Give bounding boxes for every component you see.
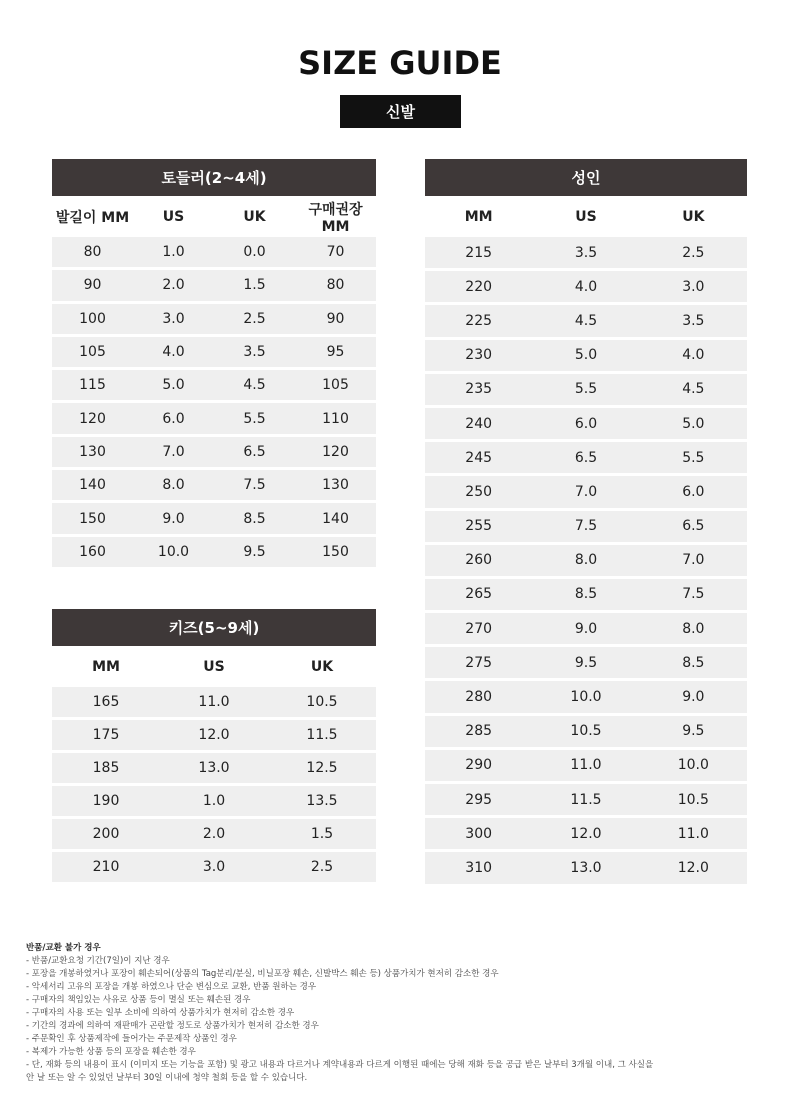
return-policy-notes [26,942,786,1085]
cell-mm: 240 [465,415,493,432]
table-row [52,237,376,270]
kids-table-title: 키즈(5~9세) [52,609,376,646]
table-row [425,374,747,408]
cell-uk: 6.0 [682,483,705,500]
cell-uk: 10.5 [677,791,709,808]
cell-mm: 220 [465,278,493,295]
table-row [425,716,747,750]
cell-uk: 12.0 [677,859,709,876]
cell-mm: 175 [92,727,120,743]
column-header: US [575,208,597,225]
cell-us: 12.0 [570,825,602,842]
cell-uk: 2.5 [682,244,705,261]
table-row [52,337,376,370]
cell-mm: 310 [465,859,493,876]
cell-uk: 2.5 [243,310,266,327]
table-row [52,720,376,753]
cell-us: 10.0 [157,543,190,560]
table-row [425,476,747,510]
cell-recommended-mm: 120 [322,443,349,460]
cell-uk: 3.0 [682,278,705,295]
cell-mm: 105 [79,344,106,361]
cell-us: 1.0 [162,244,185,261]
cell-mm: 210 [92,859,120,875]
page-title: SIZE GUIDE [298,44,502,82]
notes-item: - 복제가 가능한 상품 등의 포장을 훼손한 경우 [26,1047,196,1057]
table-row [425,408,747,442]
cell-uk: 8.5 [682,654,705,671]
notes-item: - 구매자의 사용 또는 일부 소비에 의하여 상품가치가 현저히 감소한 경우 [26,1008,295,1018]
table-row [425,647,747,681]
cell-uk: 4.5 [243,377,266,394]
column-header: UK [243,208,266,225]
cell-uk: 4.0 [682,347,705,364]
cell-uk: 8.0 [682,620,705,637]
cell-mm: 130 [79,443,106,460]
table-row [52,437,376,470]
cell-mm: 260 [465,552,493,569]
cell-us: 4.0 [574,278,598,295]
cell-uk: 3.5 [682,312,705,329]
table-row [425,340,747,374]
cell-mm: 160 [79,543,106,560]
notes-item: - 악세서리 고유의 포장을 개봉 하였으나 단순 변심으로 교환, 반품 원하는 경우 [26,982,317,992]
cell-us: 4.0 [162,344,185,361]
column-header: 발길이 MM [55,209,130,226]
table-row [52,753,376,786]
table-row [425,818,747,852]
kids-rows [52,687,376,885]
cell-recommended-mm: 70 [326,244,345,261]
kids-size-table [52,609,376,885]
table-row [425,271,747,305]
cell-uk: 12.5 [306,760,338,776]
cell-uk: 7.0 [682,552,705,569]
cell-uk: 9.5 [682,723,705,740]
cell-mm: 280 [465,689,493,706]
category-badge: 신발 [340,95,461,128]
cell-mm: 100 [79,310,106,327]
cell-us: 4.5 [574,312,598,329]
cell-mm: 300 [465,825,493,842]
cell-us: 1.0 [202,793,226,809]
cell-us: 6.0 [162,410,185,427]
adult-table-title: 성인 [425,159,747,196]
table-row [52,537,376,570]
notes-title: 반품/교환 불가 경우 [26,943,101,953]
cell-mm: 255 [465,518,493,535]
notes-item: - 구매자의 책임있는 사유로 상품 등이 멸실 또는 훼손된 경우 [26,995,251,1005]
cell-us: 13.0 [570,859,602,876]
cell-recommended-mm: 150 [322,543,349,560]
cell-uk: 7.5 [243,477,266,494]
notes-item: - 포장을 개봉하였거나 포장이 훼손되어(상품의 Tag분리/분실, 비닐포장 훼손, 신발박스 훼손 등) 상품가치가 현저히 감소한 경우 [26,969,499,979]
cell-us: 10.0 [570,689,602,706]
cell-mm: 215 [465,244,493,261]
adult-column-headers [425,196,747,237]
table-row [52,687,376,720]
adult-rows [425,237,747,887]
table-row [425,442,747,476]
cell-uk: 3.5 [243,344,266,361]
cell-us: 9.5 [574,654,598,671]
cell-us: 5.5 [574,381,598,398]
cell-uk: 9.5 [243,543,266,560]
cell-mm: 290 [465,757,493,774]
cell-recommended-mm: 130 [322,477,349,494]
table-row [425,511,747,545]
cell-recommended-mm: 140 [322,510,349,527]
table-row [52,403,376,436]
cell-us: 10.5 [570,723,602,740]
cell-us: 3.0 [162,310,185,327]
cell-uk: 13.5 [306,793,338,809]
table-row [425,237,747,271]
cell-mm: 115 [79,377,106,394]
table-row [425,305,747,339]
cell-us: 7.0 [162,443,185,460]
cell-uk: 6.5 [682,518,705,535]
cell-uk: 1.5 [243,277,266,294]
cell-us: 13.0 [198,760,230,776]
cell-us: 7.5 [574,518,598,535]
cell-mm: 90 [83,277,102,294]
notes-item: - 단, 재화 등의 내용이 표시 (이미지 또는 기능을 포함) 및 광고 내용과 다르거나 계약내용과 다르게 이행된 때에는 당해 재화 등을 공급 받은 날부터 3개월 이내, 그 사실을 [26,1060,654,1070]
cell-us: 11.0 [570,757,602,774]
cell-uk: 9.0 [682,689,705,706]
notes-item: - 기간의 경과에 의하여 재판매가 곤란할 정도로 상품가치가 현저히 감소한 경우 [26,1021,319,1031]
cell-uk: 5.5 [682,449,705,466]
kids-column-headers [52,646,376,687]
cell-us: 12.0 [198,727,230,743]
table-row [425,784,747,818]
cell-uk: 4.5 [682,381,705,398]
cell-mm: 235 [465,381,493,398]
cell-us: 7.0 [574,483,598,500]
cell-uk: 8.5 [243,510,266,527]
notes-item: - 반품/교환요청 기간(7일)이 지난 경우 [26,956,170,966]
cell-us: 5.0 [162,377,185,394]
cell-us: 8.0 [162,477,185,494]
cell-us: 9.0 [574,620,598,637]
toddler-table-title: 토들러(2~4세) [52,159,376,196]
column-header: MM [92,658,120,675]
cell-us: 3.0 [202,859,226,875]
cell-us: 3.5 [574,244,598,261]
cell-mm: 140 [79,477,106,494]
table-row [52,304,376,337]
table-row [52,470,376,503]
table-row [52,370,376,403]
cell-uk: 1.5 [310,826,334,842]
cell-uk: 7.5 [682,586,705,603]
cell-recommended-mm: 105 [322,377,349,394]
cell-mm: 200 [92,826,120,842]
cell-recommended-mm: 90 [326,310,345,327]
cell-mm: 150 [79,510,106,527]
toddler-column-headers [52,196,376,237]
cell-mm: 230 [465,347,493,364]
cell-us: 6.5 [574,449,598,466]
column-header: UK [310,658,334,675]
cell-mm: 250 [465,483,493,500]
cell-mm: 190 [92,793,120,809]
table-row [425,579,747,613]
column-header: US [162,208,185,225]
cell-us: 2.0 [162,277,185,294]
toddler-rows [52,237,376,570]
table-row [425,750,747,784]
table-row [52,819,376,852]
cell-uk: 0.0 [243,244,266,261]
cell-mm: 120 [79,410,106,427]
cell-uk: 10.0 [677,757,709,774]
table-row [52,852,376,885]
cell-mm: 275 [465,654,493,671]
cell-mm: 295 [465,791,493,808]
column-header: MM [464,208,493,225]
cell-mm: 80 [83,244,102,261]
column-header: 구매권장 MM [308,201,363,235]
column-header: UK [682,208,705,225]
cell-us: 8.5 [574,586,598,603]
cell-mm: 165 [92,694,120,710]
column-header: US [203,658,225,675]
cell-uk: 5.0 [682,415,705,432]
cell-mm: 185 [92,760,120,776]
cell-us: 2.0 [202,826,226,842]
notes-item: - 주문확인 후 상품제작에 들어가는 주문제작 상품인 경우 [26,1034,237,1044]
cell-mm: 245 [465,449,493,466]
cell-us: 9.0 [162,510,185,527]
cell-uk: 2.5 [310,859,334,875]
cell-uk: 5.5 [243,410,266,427]
cell-recommended-mm: 95 [326,344,345,361]
cell-us: 6.0 [574,415,598,432]
table-row [425,545,747,579]
cell-mm: 285 [465,723,493,740]
cell-mm: 265 [465,586,493,603]
cell-mm: 225 [465,312,493,329]
cell-uk: 6.5 [243,443,266,460]
cell-us: 11.0 [198,694,230,710]
cell-us: 5.0 [574,347,598,364]
table-row [52,270,376,303]
cell-mm: 270 [465,620,493,637]
cell-recommended-mm: 80 [326,277,345,294]
table-row [425,681,747,715]
adult-size-table [425,159,747,887]
cell-us: 8.0 [574,552,598,569]
notes-item: 안 날 또는 알 수 있었던 날부터 30일 이내에 청약 철회 등을 할 수 있습니다. [26,1073,308,1083]
cell-recommended-mm: 110 [322,410,349,427]
cell-us: 11.5 [570,791,602,808]
cell-uk: 11.5 [306,727,338,743]
table-row [425,852,747,886]
table-row [52,786,376,819]
table-row [52,503,376,536]
cell-uk: 10.5 [306,694,338,710]
toddler-size-table [52,159,376,570]
cell-uk: 11.0 [677,825,709,842]
table-row [425,613,747,647]
